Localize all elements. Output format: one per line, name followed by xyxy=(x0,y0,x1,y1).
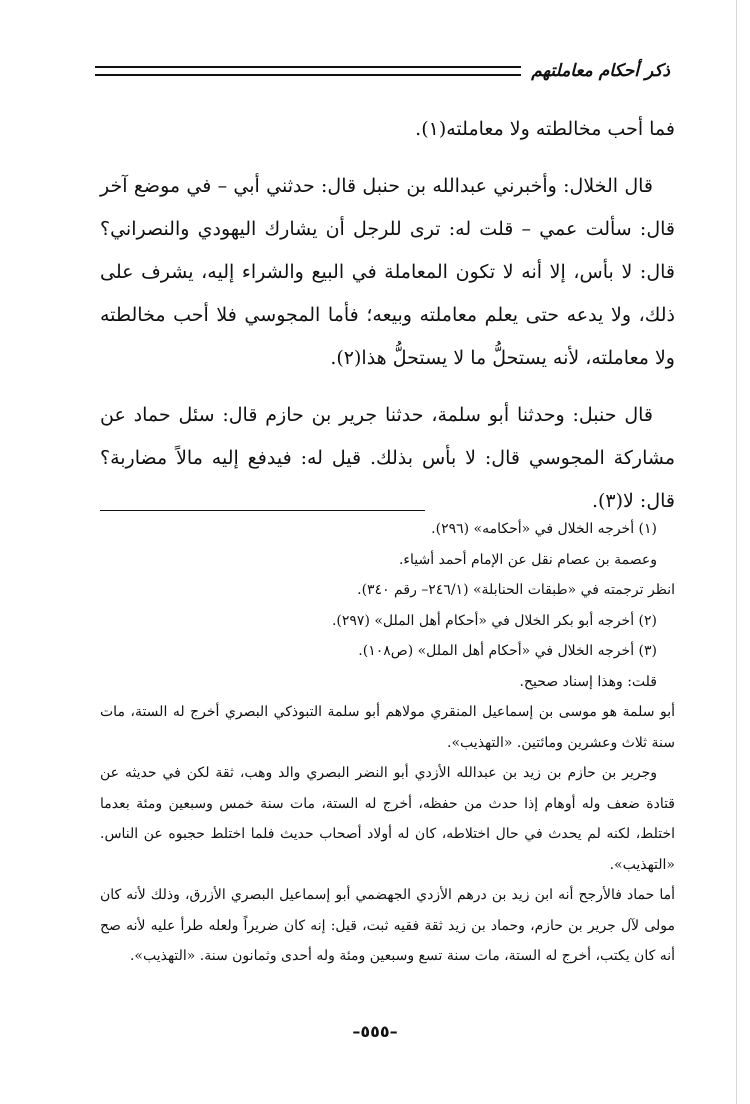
footnote-separator xyxy=(100,510,425,511)
page-number: –٥٥٥– xyxy=(352,1022,398,1041)
main-text xyxy=(100,108,675,523)
main-paragraph-1: فما أحب مخالطته ولا معاملته(١). xyxy=(415,118,675,140)
footnotes xyxy=(100,514,675,972)
header-title: ذكر أحكام معاملتهم xyxy=(531,61,670,81)
footnote-line: قلت: وهذا إسناد صحيح. xyxy=(519,673,657,690)
footnote-narrator-1: أبو سلمة هو موسى بن إسماعيل المنقري مولاهم أبو سلمة التبوذكي البصري أخرج له الستة، مات سنة ثلاث وعشرين ومائتين. «التهذيب». xyxy=(100,704,675,751)
main-paragraph-3: قال حنبل: وحدثنا أبو سلمة، حدثنا جرير بن حازم قال: سئل حماد عن مشاركة المجوسي قال: لا بأس بذلك. قيل له: فيدفع إليه مالاً مضاربة؟ قال: لا(٣). xyxy=(100,404,675,512)
footnote-narrator-3: أما حماد فالأرجح أنه ابن زيد بن درهم الأزدي الجهضمي أبو إسماعيل البصري الأزرق، وذلك لأنه كان مولى لآل جرير بن حازم، وحماد بن زيد ثقة فقيه ثبت، قيل: إنه كان ضريراً ولعله طرأ عليه لأنه صح أنه كان يكتب، أخرج له الستة، مات سنة تسع وسبعين ومئة وله أحدى وثمانون سنة. «التهذيب». xyxy=(100,887,676,964)
footnote-1: (١) أخرجه الخلال في «أحكامه» (٢٩٦). xyxy=(431,521,657,537)
footnote-narrator-2: وجرير بن حازم بن زيد بن عبدالله الأزدي أبو النضر البصري والد وهب، ثقة لكن في حديثه عن قتادة ضعف وله أوهام إذا حدث من حفظه، أخرج له الستة، مات سنة خمس وسبعين ومئة بعدما اختلط، لكنه لم يحدث في حال اختلاطه، كان له أولاد أصحاب حديث فلما اختلط حجبوه عن الناس. «التهذيب». xyxy=(100,765,675,873)
footnote-3: (٣) أخرجه الخلال في «أحكام أهل الملل» (ص١٠٨). xyxy=(358,643,657,659)
header-double-rule xyxy=(95,66,521,76)
main-paragraph-2: قال الخلال: وأخبرني عبدالله بن حنبل قال: حدثني أبي – في موضع آخر قال: سألت عمي – قلت له: ترى للرجل أن يشارك اليهودي والنصراني؟ قال: لا بأس، إلا أنه لا تكون المعاملة في البيع والشراء إليه، يشرف على ذلك، ولا يدعه حتى يعلم معاملته وبيعه؛ فأما المجوسي فلا أحب مخالطته ولا معاملته، لأنه يستحلُّ ما لا يستحلُّ هذا(٢). xyxy=(100,175,675,369)
footnote-2: (٢) أخرجه أبو بكر الخلال في «أحكام أهل الملل» (٢٩٧). xyxy=(331,612,657,629)
running-header xyxy=(95,56,670,86)
footnote-line: انظر ترجمته في «طبقات الحنابلة» (٢٤٦/١– رقم ٣٤٠). xyxy=(357,582,675,598)
footnote-line: وعصمة بن عصام نقل عن الإمام أحمد أشياء. xyxy=(398,551,657,568)
page-edge-line xyxy=(736,0,737,1104)
